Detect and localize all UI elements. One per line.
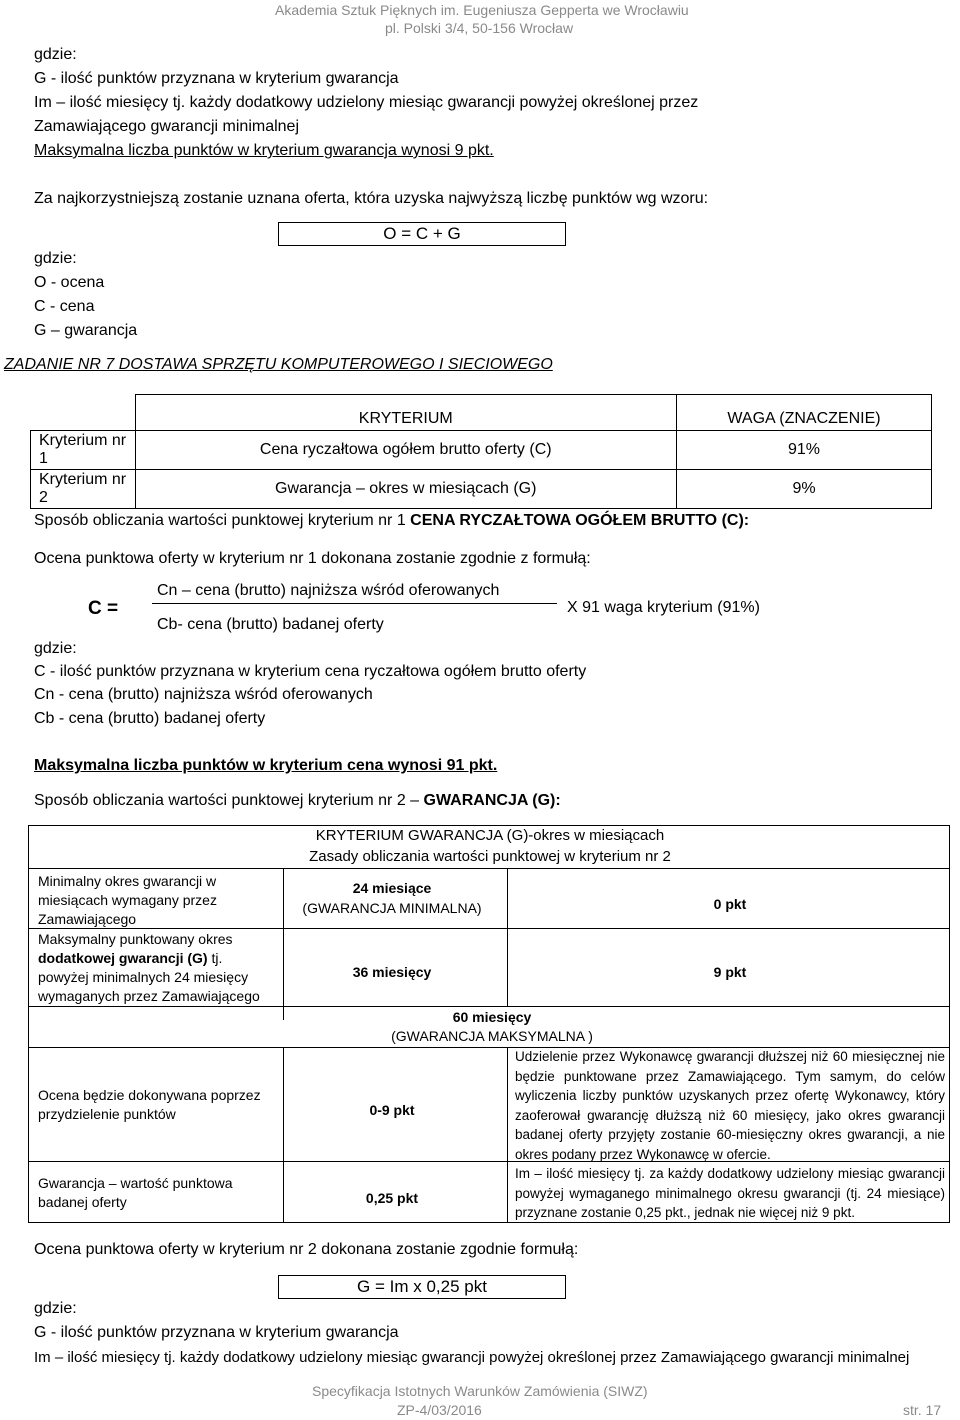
max-label-bold: dodatkowej gwarancji (G) [38, 950, 208, 966]
max-warranty-points: 9 pkt [713, 964, 747, 980]
criterion-weight: 9% [677, 470, 932, 509]
max-label-part1: Maksymalny punktowany okres [38, 931, 233, 947]
min-warranty-points: 0 pkt [713, 896, 747, 912]
price-method [34, 512, 749, 530]
im-definition-line2: Zamawiającego gwarancji minimalnej [34, 118, 299, 135]
criterion-label: Kryterium nr 1 [31, 431, 136, 470]
im-definition-full: Im – ilość miesięcy tj. każdy dodatkowy udzielony miesiąc gwarancji powyżej określonej przez Zamawiającego gwarancji minimalnej [34, 1349, 910, 1366]
price-method-prefix: Sposób obliczania wartości punktowej kryterium nr 1 [34, 512, 411, 529]
header-address: pl. Polski 3/4, 50-156 Wrocław [385, 20, 574, 36]
fraction-line [152, 603, 557, 604]
unit-value: 0,25 pkt [365, 1190, 419, 1206]
c-definition: C - cena [34, 298, 95, 315]
c-equals: C = [88, 598, 119, 619]
criteria-header-row [31, 395, 932, 431]
criterion-label: Kryterium nr 2 [31, 470, 136, 509]
criterion-weight: 91% [677, 431, 932, 470]
max-warranty-points: Maksymalna liczba punktów w kryterium gwarancja wynosi 9 pkt. [34, 142, 494, 159]
c-points-definition: C - ilość punktów przyznana w kryterium cena ryczałtowa ogółem brutto oferty [34, 663, 587, 680]
col-kryterium: KRYTERIUM [135, 395, 677, 431]
fraction-numerator: Cn – cena (brutto) najniższa wśród oferowanych [157, 582, 500, 599]
warranty-table-head2: Zasady obliczania wartości punktowej w kryterium nr 2 [309, 848, 671, 865]
warranty-method-prefix: Sposób obliczania wartości punktowej kryterium nr 2 – [34, 792, 424, 809]
min-warranty-value: 24 miesiące [352, 880, 432, 896]
header-institution: Akademia Sztuk Pięknych im. Eugeniusza Gepperta we Wrocławiu [275, 2, 689, 18]
cn-definition: Cn - cena (brutto) najniższa wśród oferowanych [34, 686, 373, 703]
price-method-bold: CENA RYCZAŁTOWA OGÓŁEM BRUTTO (C): [410, 512, 750, 529]
table-row [31, 470, 932, 509]
gdzie-label-4: gdzie: [34, 1300, 77, 1317]
note-im: Im – ilość miesięcy tj. za każdy dodatkowy udzielony miesiąc gwarancji powyżej wymaganego minimalnego okresu gwarancji (tj. 24 miesiące) przyznane zostanie 0,25 pkt., jednak nie więcej niż 9 pkt. [515, 1166, 945, 1220]
criteria-table [30, 394, 932, 509]
min-warranty-sub: (GWARANCJA MINIMALNA) [302, 900, 482, 916]
fraction-denominator: Cb- cena (brutto) badanej oferty [157, 616, 384, 633]
im-definition-line1: Im – ilość miesięcy tj. każdy dodatkowy udzielony miesiąc gwarancji powyżej określonej przez [34, 94, 699, 111]
warranty-method [34, 792, 561, 810]
section-title: ZADANIE NR 7 DOSTAWA SPRZĘTU KOMPUTEROWEGO I SIECIOWEGO [4, 356, 553, 373]
o-definition: O - ocena [34, 274, 105, 291]
price-intro: Ocena punktowa oferty w kryterium nr 1 dokonana zostanie zgodnie z formułą: [34, 550, 591, 567]
max-warranty-label [38, 930, 270, 1006]
col-waga: WAGA (ZNACZENIE) [677, 395, 932, 431]
evaluation-value: 0-9 pkt [369, 1102, 415, 1118]
warranty-table-head1: KRYTERIUM GWARANCJA (G)-okres w miesiącach [315, 827, 665, 844]
table-divider [28, 1006, 950, 1007]
note-over-60: Udzielenie przez Wykonawcę gwarancji dłuższej niż 60 miesięcznej nie będzie punktowane przez Zamawiającego. Tym samym, do celów wyliczenia liczby punktów uzyskanych przez ofertę Wykonawcy, który zaoferował gwarancję dłuższą niż 60 miesięcy, jako okres gwarancji badanej oferty przyjęty zostanie 60-miesięczny okres gwarancji, a nie okres podany przez Wykonawcę w ofercie. [515, 1049, 945, 1162]
top-warranty-sub: (GWARANCJA MAKSYMALNA ) [391, 1028, 593, 1044]
unit-label: Gwarancja – wartość punktowa badanej oferty [38, 1175, 233, 1210]
evaluation-label: Ocena będzie dokonywana poprzez przydzielenie punktów [38, 1087, 261, 1122]
fraction-multiplier: X 91 waga kryterium (91%) [567, 599, 760, 616]
gdzie-label-2: gdzie: [34, 250, 77, 267]
cb-definition: Cb - cena (brutto) badanej oferty [34, 710, 266, 727]
criterion-name: Cena ryczałtowa ogółem brutto oferty (C) [135, 431, 677, 470]
table-divider [507, 868, 508, 1006]
g-definition: G - ilość punktów przyznana w kryterium gwarancja [34, 70, 399, 87]
warranty-formula-box: G = Im x 0,25 pkt [278, 1275, 566, 1299]
max-price-points: Maksymalna liczba punktów w kryterium cena wynosi 91 pkt. [34, 757, 498, 774]
warranty-method-bold: GWARANCJA (G): [423, 792, 561, 809]
table-divider [507, 1047, 508, 1223]
warranty-intro: Ocena punktowa oferty w kryterium nr 2 dokonana zostanie zgodnie formułą: [34, 1241, 579, 1258]
max-warranty-value: 36 miesięcy [352, 964, 432, 980]
best-offer-sentence: Za najkorzystniejszą zostanie uznana oferta, która uzyska najwyższą liczbę punktów wg wzoru: [34, 190, 709, 207]
formula-box: O = C + G [278, 222, 566, 246]
footer-ref: ZP-4/03/2016 [397, 1402, 482, 1418]
criterion-name: Gwarancja – okres w miesiącach (G) [135, 470, 677, 509]
g-points-definition: G - ilość punktów przyznana w kryterium gwarancja [34, 1324, 399, 1341]
table-divider [283, 1047, 284, 1223]
table-row [31, 431, 932, 470]
min-warranty-label: Minimalny okres gwarancji w miesiącach wymagany przez Zamawiającego [38, 873, 217, 927]
max-label-part2: tj. powyżej minimalnych 24 miesięcy wymaganych przez Zamawiającego [38, 950, 260, 1004]
table-divider [28, 868, 950, 869]
footer-title: Specyfikacja Istotnych Warunków Zamówienia (SIWZ) [312, 1383, 648, 1399]
g-definition-2: G – gwarancja [34, 322, 138, 339]
top-warranty-value: 60 miesięcy [452, 1009, 532, 1025]
gdzie-label: gdzie: [34, 46, 77, 63]
table-divider [283, 868, 284, 1020]
gdzie-label-3: gdzie: [34, 640, 77, 657]
page-number: str. 17 [903, 1402, 942, 1418]
